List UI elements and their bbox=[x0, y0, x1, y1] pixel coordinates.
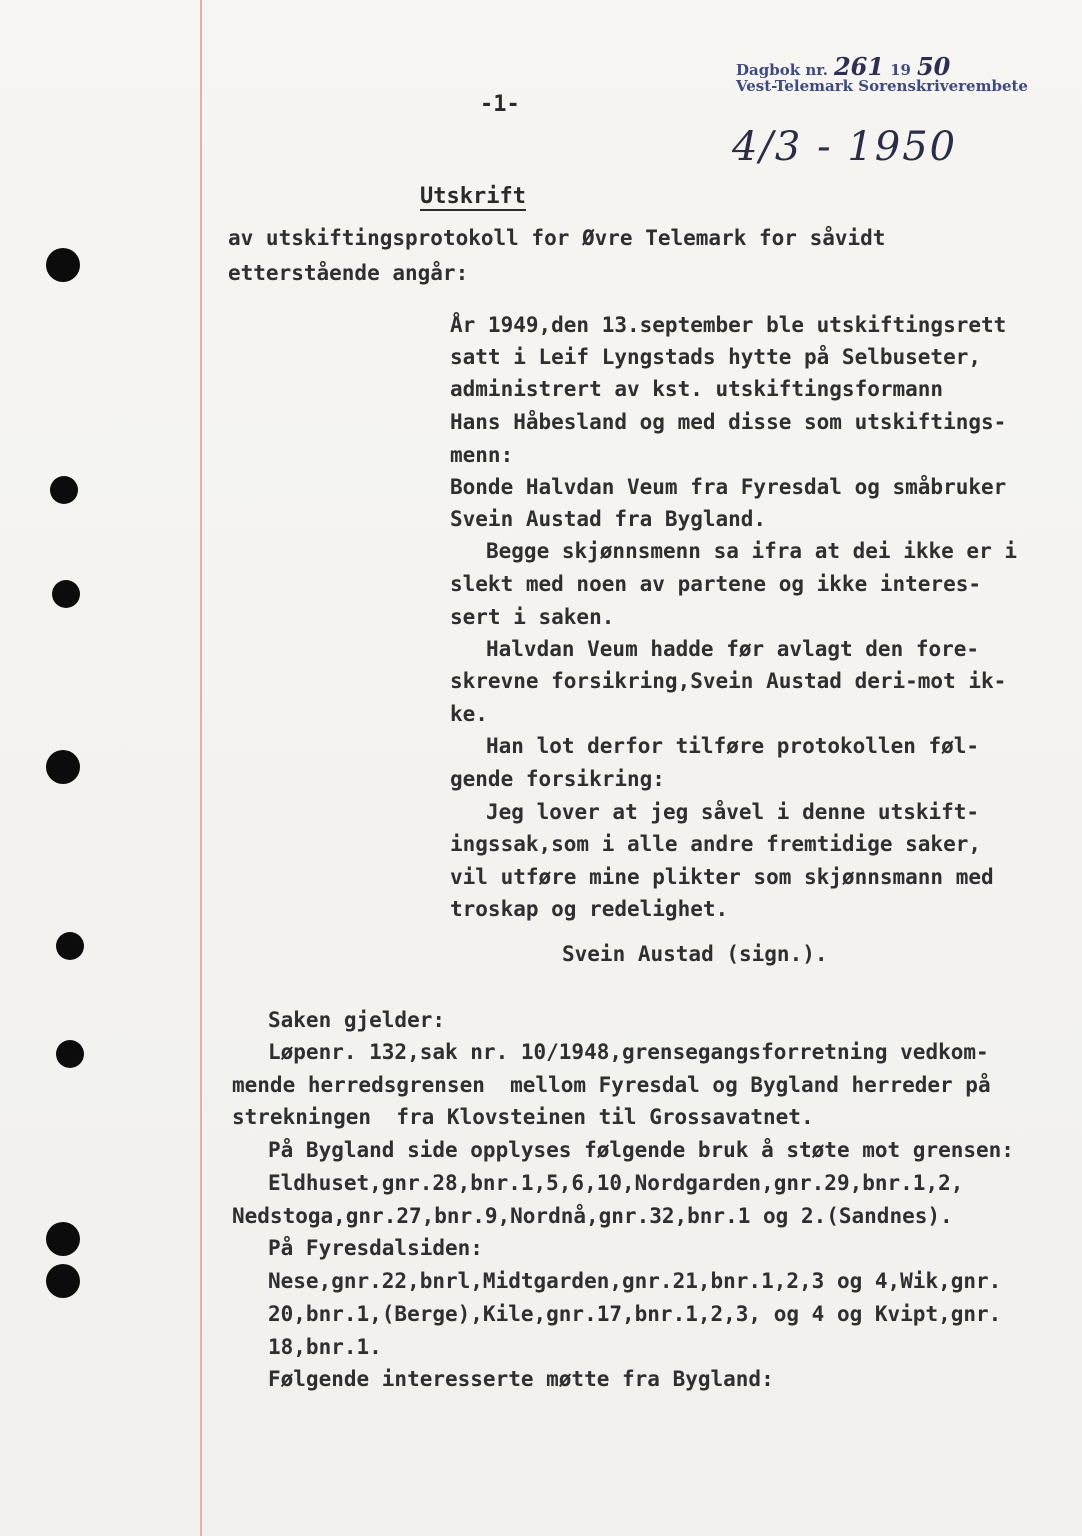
text-line: satt i Leif Lyngstads hytte på Selbuseter, bbox=[450, 345, 982, 369]
text-line: Nese,gnr.22,bnrl,Midtgarden,gnr.21,bnr.1,2,3 og 4,Wik,gnr. bbox=[268, 1269, 1002, 1293]
text-line: mende herredsgrensen mellom Fyresdal og Bygland herreder på bbox=[232, 1073, 991, 1097]
punch-hole bbox=[46, 248, 80, 282]
text-line: Saken gjelder: bbox=[268, 1008, 446, 1032]
text-line: Bonde Halvdan Veum fra Fyresdal og småbruker bbox=[450, 475, 1007, 499]
text-line: Svein Austad (sign.). bbox=[562, 942, 828, 966]
registry-stamp bbox=[736, 52, 1028, 95]
text-line: ke. bbox=[450, 702, 488, 726]
text-line: Hans Håbesland og med disse som utskiftings- bbox=[450, 410, 1007, 434]
text-line: 18,bnr.1. bbox=[268, 1335, 382, 1359]
stamp-office: Vest-Telemark Sorenskriverembete bbox=[736, 77, 1028, 95]
punch-hole bbox=[46, 1222, 80, 1256]
stamp-year-label: 19 bbox=[890, 61, 911, 79]
punch-hole bbox=[50, 476, 78, 504]
text-line: gende forsikring: bbox=[450, 767, 665, 791]
text-line: Løpenr. 132,sak nr. 10/1948,grensegangsforretning vedkom- bbox=[268, 1040, 989, 1064]
text-line: 20,bnr.1,(Berge),Kile,gnr.17,bnr.1,2,3, og 4 og Kvipt,gnr. bbox=[268, 1302, 1002, 1326]
page-number: -1- bbox=[480, 92, 520, 117]
text-line: av utskiftingsprotokoll for Øvre Telemark for såvidt bbox=[228, 226, 886, 250]
stamp-year: 50 bbox=[916, 52, 951, 81]
text-line: etterstående angår: bbox=[228, 261, 469, 285]
text-line: På Bygland side opplyses følgende bruk å støte mot grensen: bbox=[268, 1138, 1014, 1162]
text-line: sert i saken. bbox=[450, 605, 615, 629]
text-line: Eldhuset,gnr.28,bnr.1,5,6,10,Nordgarden,gnr.29,bnr.1,2, bbox=[268, 1171, 964, 1195]
text-line: Han lot derfor tilføre protokollen føl- bbox=[486, 734, 980, 758]
text-line: troskap og redelighet. bbox=[450, 897, 729, 921]
punch-hole bbox=[46, 1264, 80, 1298]
text-line: administrert av kst. utskiftingsformann bbox=[450, 377, 944, 401]
text-line: Begge skjønnsmenn sa ifra at dei ikke er i bbox=[486, 539, 1018, 563]
document-heading: Utskrift bbox=[420, 184, 526, 209]
text-line: Følgende interesserte møtte fra Bygland: bbox=[268, 1367, 774, 1391]
punch-hole bbox=[56, 932, 84, 960]
punch-hole bbox=[56, 1040, 84, 1068]
punch-hole bbox=[46, 750, 80, 784]
text-line: menn: bbox=[450, 443, 514, 467]
stamp-label: Dagbok nr. bbox=[736, 61, 828, 79]
text-line: Svein Austad fra Bygland. bbox=[450, 507, 767, 531]
text-line: År 1949,den 13.september ble utskiftingsrett bbox=[450, 313, 1007, 337]
text-line: Halvdan Veum hadde før avlagt den fore- bbox=[486, 637, 980, 661]
text-line: slekt med noen av partene og ikke interes- bbox=[450, 572, 982, 596]
stamp-number: 261 bbox=[833, 52, 885, 81]
text-line: vil utføre mine plikter som skjønnsmann med bbox=[450, 865, 994, 889]
text-line: På Fyresdalsiden: bbox=[268, 1236, 483, 1260]
text-line: Jeg lover at jeg såvel i denne utskift- bbox=[486, 800, 980, 824]
handwritten-date: 4/3 - 1950 bbox=[732, 124, 958, 170]
text-line: Nedstoga,gnr.27,bnr.9,Nordnå,gnr.32,bnr.1 og 2.(Sandnes). bbox=[232, 1204, 953, 1228]
text-line: ingssak,som i alle andre fremtidige saker, bbox=[450, 832, 982, 856]
text-line: strekningen fra Klovsteinen til Grossavatnet. bbox=[232, 1105, 814, 1129]
margin-line bbox=[200, 0, 202, 1536]
punch-hole bbox=[52, 580, 80, 608]
text-line: skrevne forsikring,Svein Austad deri-mot ik- bbox=[450, 669, 1007, 693]
